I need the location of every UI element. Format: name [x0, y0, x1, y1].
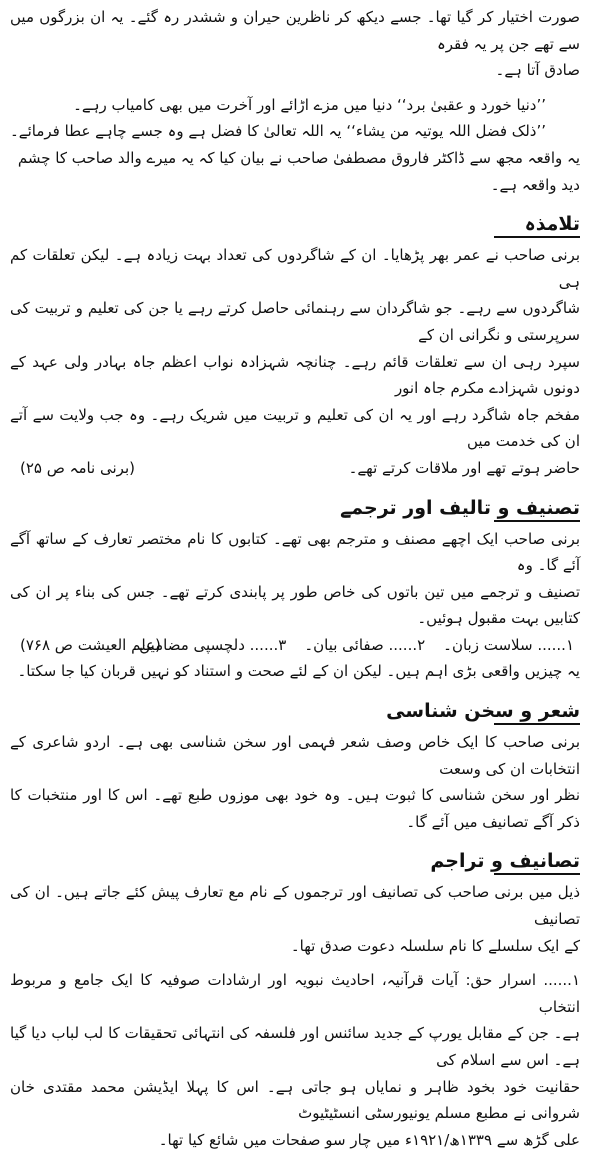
text-line: نظر اور سخن شناسی کا ثبوت ہیں۔ وہ خود بھی موزوں طبع تھے۔ اس کا اور منتخبات کا ذکر آگے تصانیف میں آئے گا۔ — [10, 786, 580, 831]
list-item: ۱...... سلاست زبان۔ — [443, 635, 574, 654]
text-line: صادق آتا ہے۔ — [495, 61, 580, 80]
quote-line: ’’ذلک فضل اللہ یوتیہ من یشاء‘‘ یہ اللہ تعالیٰ کا فضل ہے وہ جسے چاہے عطا فرمائے۔ — [10, 122, 546, 141]
list-item: ۳...... دلچسپی مضامین۔ — [130, 635, 287, 654]
reference-citation: (برنی نامہ ص ۲۵) — [20, 458, 135, 477]
section-heading-students: تلامذہ — [10, 206, 580, 242]
text-line: حقانیت خود بخود ظاہر و نمایاں ہو جاتی ہے۔ اس کا پہلا ایڈیشن محمد مقتدی خان شروانی نے مطبع مسلم یونیورسٹی انسٹیٹیوٹ — [10, 1077, 580, 1123]
quote-line: ’’دنیا خورد و عقبیٰ برد‘‘ دنیا میں مزے اڑائے اور آخرت میں بھی کامیاب رہے۔ — [73, 95, 546, 114]
text-line: مفخم جاہ شاگرد رہے اور یہ ان کی تعلیم و تربیت میں شریک رہے۔ وہ جب ولایت سے آتے ان کی خدمت میں — [10, 405, 580, 451]
works-paragraph — [10, 879, 580, 1153]
text-line: صورت اختیار کر گیا تھا۔ جسے دیکھ کر ناظرین حیران و ششدر رہ گئے۔ یہ ان بزرگوں میں سے تھے جن پر یہ فقرہ — [10, 8, 580, 53]
section-heading-works: تصانیف و تراجم — [10, 843, 580, 879]
text-line: علی گڑھ سے ۱۳۳۹ھ/۱۹۲۱ء میں چار سو صفحات میں شائع کیا تھا۔ — [158, 1130, 580, 1149]
text-line: یہ چیزیں واقعی بڑی اہم ہیں۔ لیکن ان کے لئے صحت و استناد کو نہیں قربان کیا جا سکتا۔ — [17, 662, 580, 681]
poetry-paragraph — [10, 729, 580, 835]
students-paragraph — [10, 242, 580, 481]
text-segment: حاضر ہوتے تھے اور ملاقات کرتے تھے۔ — [348, 458, 580, 477]
witness-line: یہ واقعہ مجھ سے ڈاکٹر فاروق مصطفیٰ صاحب نے بیان کیا کہ یہ میرے والد صاحب کا چشم دید واقعہ ہے۔ — [17, 148, 580, 194]
reference-citation: (علم العیشت ص ۷۶۸) — [20, 635, 161, 654]
text-line: شاگردوں سے رہے۔ جو شاگردان سے رہنمائی حاصل کرتے رہے یا جن کی تعلیم و تربیت کی سرپرستی و نگرانی ان کے — [10, 299, 580, 344]
text-line: برنی صاحب ایک اچھے مصنف و مترجم بھی تھے۔ کتابوں کا نام مختصر تعارف کے ساتھ آگے آئے گا۔ وہ — [10, 529, 580, 575]
list-item: ۲...... صفائی بیان۔ — [304, 635, 426, 654]
text-line: تصنیف و ترجمے میں تین باتوں کی خاص طور پر پابندی کرتے تھے۔ جس کی بناء پر ان کی کتابیں بہت مقبول ہوئیں۔ — [10, 582, 580, 628]
text-line: کے ایک سلسلے کا نام سلسلہ دعوت صدق تھا۔ — [290, 936, 580, 955]
text-line: ذیل میں برنی صاحب کی تصانیف اور ترجموں کے نام مع تعارف پیش کئے جاتے ہیں۔ ان کی تصانیف — [10, 883, 580, 929]
text-line: سپرد رہی ان سے تعلقات قائم رہے۔ چنانچہ شہزادہ نواب اعظم جاہ بہادر ولی عہد کے دونوں شہزادے مکرم جاہ انور — [10, 352, 580, 398]
section-heading-authorship: تصنیف و تالیف اور ترجمے — [10, 490, 580, 526]
authorship-paragraph — [10, 526, 580, 686]
intro-paragraph — [10, 4, 580, 84]
text-line-with-reference — [10, 455, 580, 482]
text-line: ہے۔ جن کے مقابل یورپ کے جدید سائنس اور فلسفہ کی انتہائی تحقیقات کا لب لباب دیا گیا ہے۔ اس سے اسلام کی — [10, 1024, 580, 1069]
principles-list — [10, 632, 580, 659]
section-heading-poetry: شعر و سخن شناسی — [10, 693, 580, 729]
text-line: برنی صاحب کا ایک خاص وصف شعر فہمی اور سخن شناسی بھی ہے۔ اردو شاعری کے انتخابات ان کی وسعت — [10, 733, 580, 778]
text-line: برنی صاحب نے عمر بھر پڑھایا۔ ان کے شاگردوں کی تعداد بہت زیادہ ہے۔ لیکن تعلقات کم ہی — [10, 246, 580, 291]
text-line: ۱...... اسرار حق: آیات قرآنیہ، احادیث نبویہ اور ارشادات صوفیہ کا ایک جامع و مربوط انتخاب — [10, 971, 580, 1016]
